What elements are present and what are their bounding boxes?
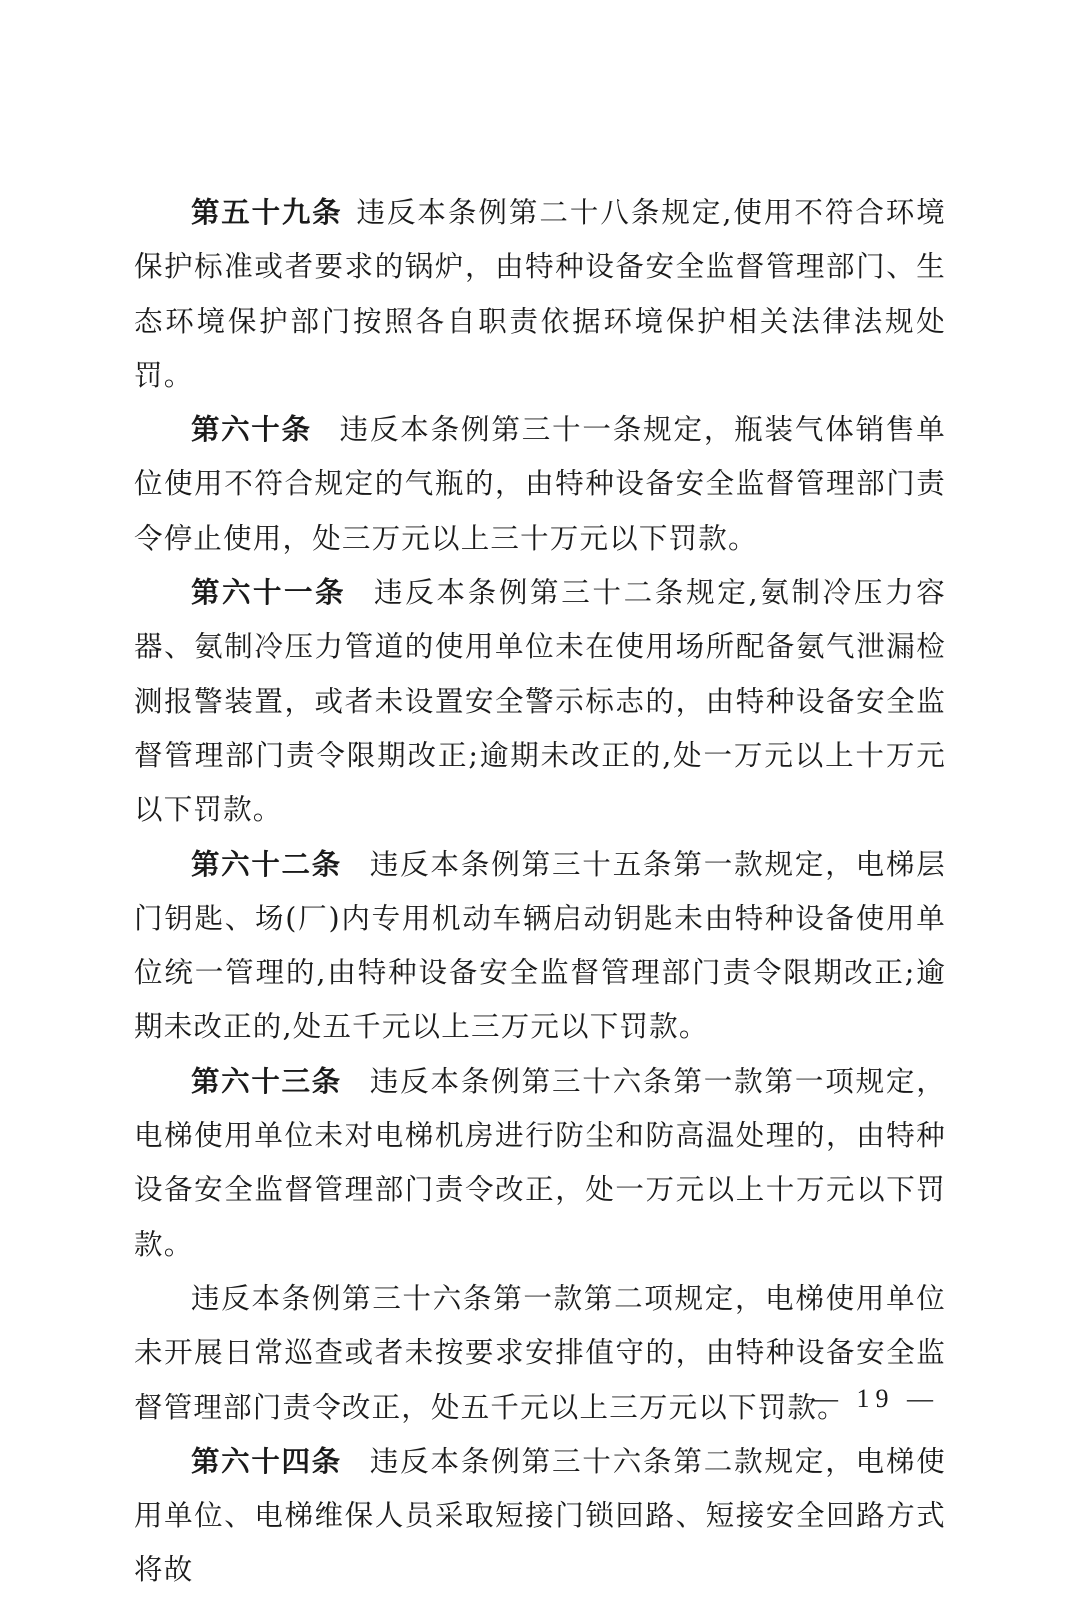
- article-63-paragraph: [134, 1055, 946, 1272]
- article-62-paragraph: [134, 838, 946, 1055]
- article-64-paragraph: [134, 1435, 946, 1598]
- article-61-paragraph: [134, 566, 946, 837]
- article-59-text: 违反本条例第二十八条规定,使用不符合环境保护标准或者要求的锅炉，由特种设备安全监督管理部门、生态环境保护部门按照各自职责依据环境保护相关法律法规处罚。: [134, 196, 946, 392]
- article-64-heading: 第六十四条: [191, 1444, 342, 1478]
- article-63-second-text: 违反本条例第三十六条第一款第二项规定，电梯使用单位未开展日常巡查或者未按要求安排值守的，由特种设备安全监督管理部门责令改正，处五千元以上三万元以下罚款。: [134, 1281, 946, 1424]
- article-59-heading: 第五十九条: [191, 196, 343, 229]
- page-number: — 19 —: [812, 1384, 939, 1413]
- article-60-heading: 第六十条: [191, 413, 312, 447]
- article-63-text: 违反本条例第三十六条第一款第一项规定，电梯使用单位未对电梯机房进行防尘和防高温处理的，由特种设备安全监督管理部门责令改正，处一万元以上十万元以下罚款。: [134, 1064, 946, 1261]
- article-60-text: 违反本条例第三十一条规定，瓶装气体销售单位使用不符合规定的气瓶的，由特种设备安全监督管理部门责令停止使用，处三万元以上三十万元以下罚款。: [134, 413, 946, 555]
- article-62-heading: 第六十二条: [191, 847, 342, 881]
- article-61-heading: 第六十一条: [191, 576, 347, 610]
- article-64-text: 违反本条例第三十六条第二款规定，电梯使用单位、电梯维保人员采取短接门锁回路、短接安全回路方式将故: [134, 1444, 946, 1587]
- article-59-paragraph: [134, 186, 946, 403]
- article-63-heading: 第六十三条: [191, 1064, 342, 1098]
- article-61-text: 违反本条例第三十二条规定,氨制冷压力容器、氨制冷压力管道的使用单位未在使用场所配备氨气泄漏检测报警装置，或者未设置安全警示标志的，由特种设备安全监督管理部门责令限期改正;逾期未改正的,处一万元以上十万元以下罚款。: [134, 576, 946, 827]
- article-60-paragraph: [134, 403, 946, 566]
- article-62-text: 违反本条例第三十五条第一款规定，电梯层门钥匙、场(厂)内专用机动车辆启动钥匙未由特种设备使用单位统一管理的,由特种设备安全监督管理部门责令限期改正;逾期未改正的,处五千元以上三万元以下罚款。: [134, 847, 946, 1044]
